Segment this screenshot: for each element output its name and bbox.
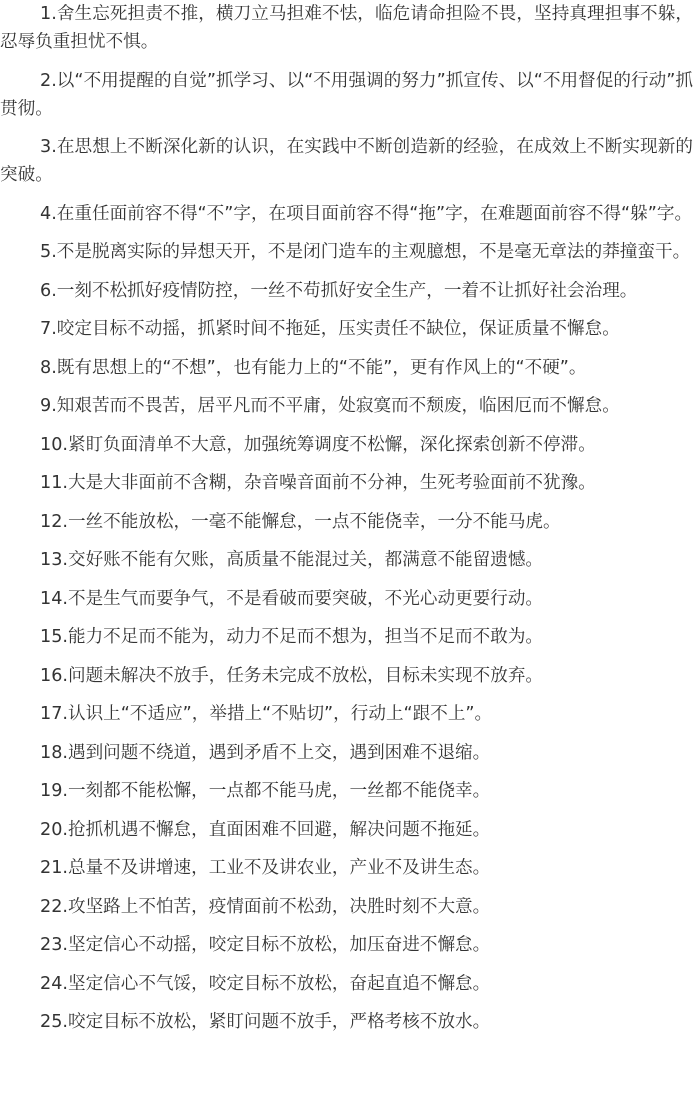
paragraph-1: 1.舍生忘死担责不推，横刀立马担难不怯，临危请命担险不畏，坚持真理担事不躲，忍辱负重担忧不惧。 [0,4,693,52]
paragraph-23: 23.坚定信心不动摇，咬定目标不放松，加压奋进不懈怠。 [40,935,491,955]
paragraph-3: 3.在思想上不断深化新的认识，在实践中不断创造新的经验，在成效上不断实现新的突破。 [0,137,693,185]
paragraph-10: 10.紧盯负面清单不大意，加强统筹调度不松懈，深化探索创新不停滞。 [40,434,596,455]
paragraph-14: 14.不是生气而要争气，不是看破而要突破，不光心动更要行动。 [40,588,544,609]
paragraph-6: 6.一刻不松抓好疫情防控，一丝不苟抓好安全生产，一着不让抓好社会治理。 [40,280,638,301]
paragraph-15: 15.能力不足而不能为，动力不足而不想为，担当不足而不敢为。 [40,627,544,647]
paragraph-19: 19.一刻都不能松懈，一点都不能马虎，一丝都不能侥幸。 [40,781,491,801]
paragraph-5: 5.不是脱离实际的异想天开，不是闭门造车的主观臆想，不是毫无章法的莽撞蛮干。 [40,242,691,262]
paragraph-25: 25.咬定目标不放松，紧盯问题不放手，严格考核不放水。 [40,1012,491,1032]
paragraph-17: 17.认识上“不适应”，举措上“不贴切”，行动上“跟不上”。 [40,704,493,724]
paragraph-24: 24.坚定信心不气馁，咬定目标不放松，奋起直追不懈怠。 [40,973,491,994]
paragraph-13: 13.交好账不能有欠账，高质量不能混过关，都满意不能留遗憾。 [40,550,544,570]
paragraph-7: 7.咬定目标不动摇，抓紧时间不拖延，压实责任不缺位，保证质量不懈怠。 [40,319,620,339]
paragraph-20: 20.抢抓机遇不懈怠，直面困难不回避，解决问题不拖延。 [40,819,491,840]
paragraph-22: 22.攻坚路上不怕苦，疫情面前不松劲，决胜时刻不大意。 [40,896,491,917]
paragraph-4: 4.在重任面前容不得“不”字，在项目面前容不得“拖”字，在难题面前容不得“躲”字。 [40,203,693,224]
paragraph-11: 11.大是大非面前不含糊，杂音噪音面前不分神，生死考验面前不犹豫。 [40,473,596,493]
paragraph-21: 21.总量不及讲增速，工业不及讲农业，产业不及讲生态。 [40,858,491,878]
paragraph-8: 8.既有思想上的“不想”，也有能力上的“不能”，更有作风上的“不硬”。 [40,357,587,378]
paragraph-9: 9.知艰苦而不畏苦，居平凡而不平庸，处寂寞而不颓废，临困厄而不懈怠。 [40,396,620,416]
paragraph-12: 12.一丝不能放松，一毫不能懈怠，一点不能侥幸，一分不能马虎。 [40,511,561,532]
paragraph-16: 16.问题未解决不放手，任务未完成不放松，目标未实现不放弃。 [40,665,544,686]
paragraph-2: 2.以“不用提醒的自觉”抓学习、以“不用强调的努力”抓宣传、以“不用督促的行动”抓贯彻。 [0,70,693,119]
paragraph-18: 18.遇到问题不绕道，遇到矛盾不上交，遇到困难不退缩。 [40,742,491,763]
